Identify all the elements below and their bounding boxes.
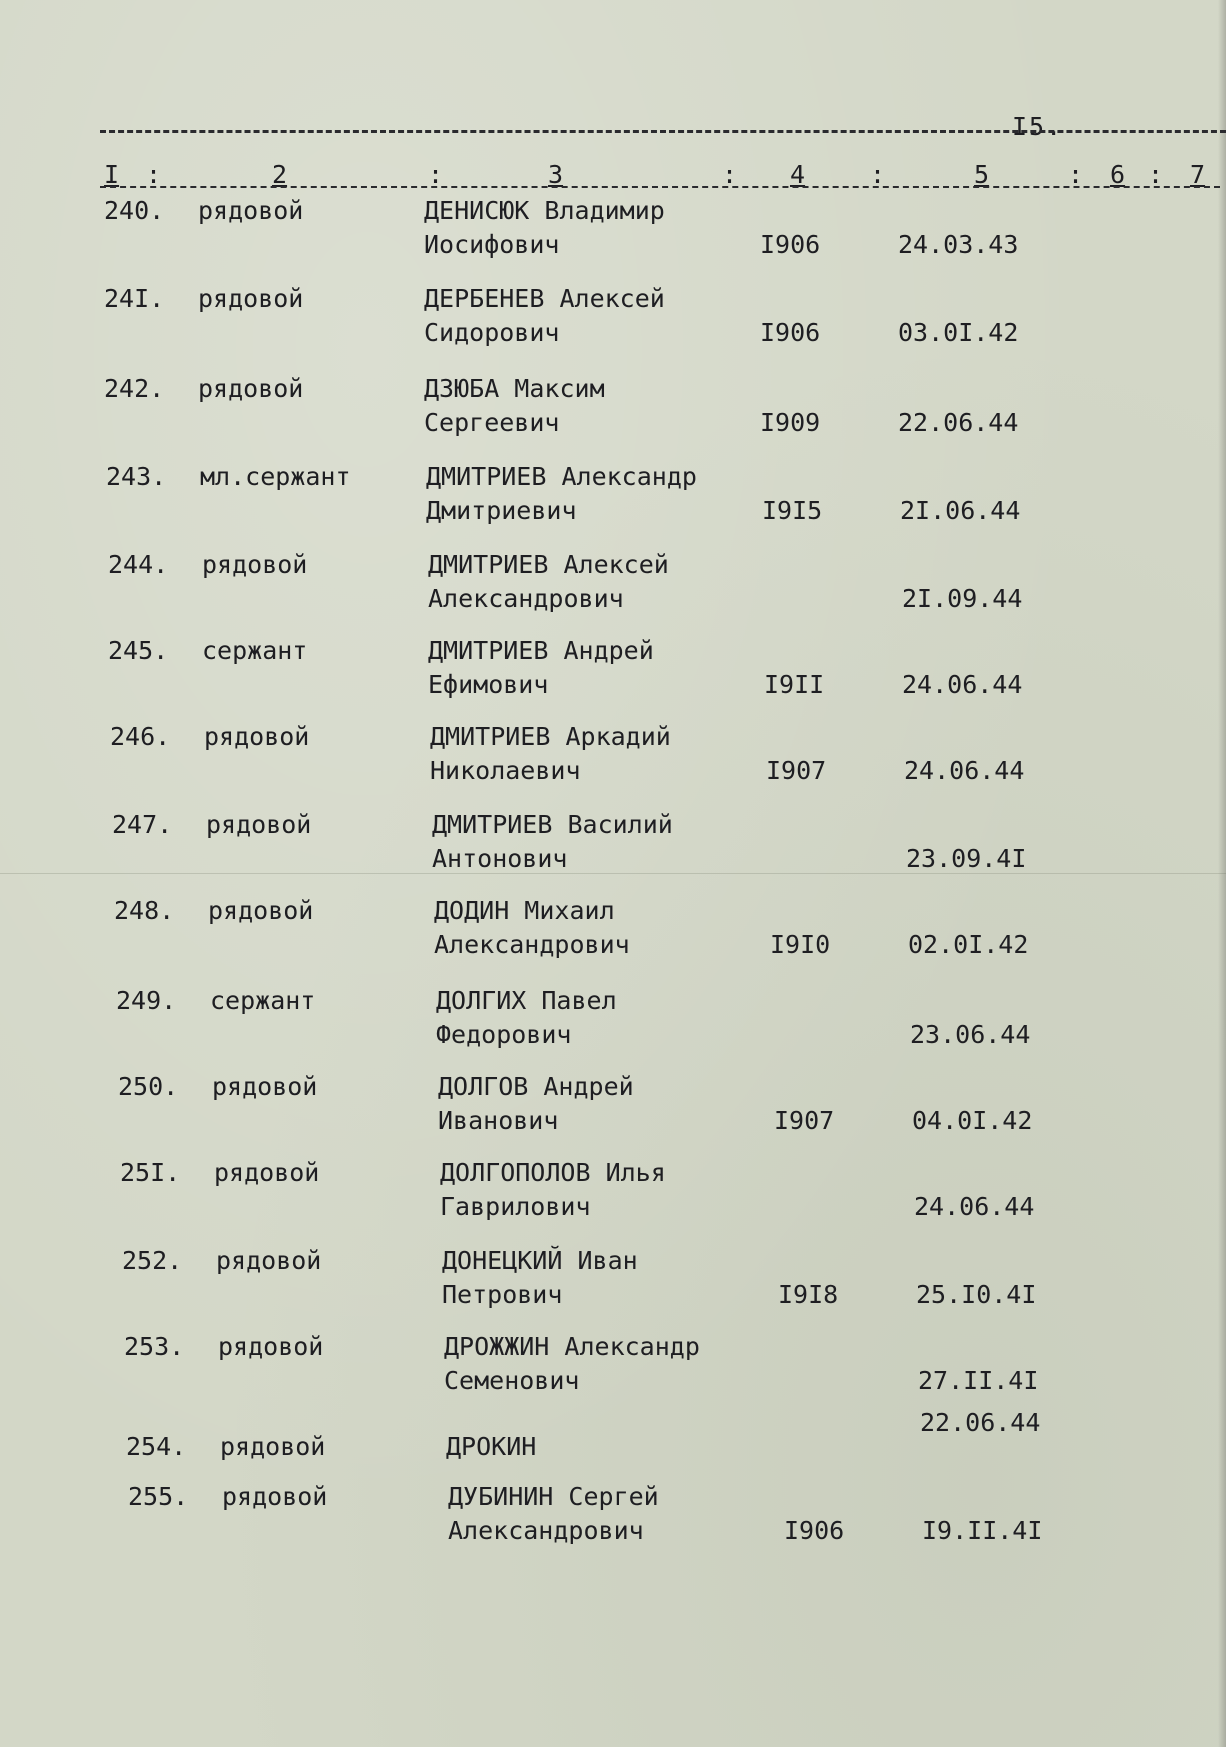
column-separator: : xyxy=(1068,160,1084,189)
column-header-2: 2 xyxy=(272,160,288,189)
record-number: 252. xyxy=(122,1246,183,1275)
birth-year: I907 xyxy=(766,756,827,785)
surname-and-name: ДОЛГИХ Павел xyxy=(436,986,617,1015)
rank: рядовой xyxy=(198,196,304,225)
rank: рядовой xyxy=(204,722,310,751)
record-number: 246. xyxy=(110,722,171,751)
list-item xyxy=(14,1072,1226,1152)
date: 24.03.43 xyxy=(898,230,1019,259)
surname-and-name: ДМИТРИЕВ Василий xyxy=(432,810,673,839)
record-number: 247. xyxy=(112,810,173,839)
birth-year: I906 xyxy=(784,1516,845,1545)
surname-and-name: ДЕНИСЮК Владимир xyxy=(424,196,665,225)
column-separator: : xyxy=(428,160,444,189)
date: I9.II.4I xyxy=(922,1516,1043,1545)
rank: рядовой xyxy=(212,1072,318,1101)
record-number: 24I. xyxy=(104,284,165,313)
patronymic: Гаврилович xyxy=(440,1192,591,1221)
date: 04.0I.42 xyxy=(912,1106,1033,1135)
patronymic: Александрович xyxy=(428,584,624,613)
patronymic: Дмитриевич xyxy=(426,496,577,525)
rank: мл.сержант xyxy=(200,462,351,491)
list-item xyxy=(18,1246,1226,1326)
birth-year: I906 xyxy=(760,318,821,347)
page-number: I5. xyxy=(1012,112,1064,141)
birth-year: I9I5 xyxy=(762,496,823,525)
record-number: 249. xyxy=(116,986,177,1015)
column-header-3: 3 xyxy=(548,160,564,189)
list-item xyxy=(24,1482,1226,1562)
date: 03.0I.42 xyxy=(898,318,1019,347)
surname-and-name: ДМИТРИЕВ Александр xyxy=(426,462,697,491)
date: 2I.06.44 xyxy=(900,496,1021,525)
list-item xyxy=(8,810,1226,890)
birth-year: I909 xyxy=(760,408,821,437)
surname-and-name: ДРОЖЖИН Александр xyxy=(444,1332,700,1361)
birth-year: I907 xyxy=(774,1106,835,1135)
surname-and-name: ДМИТРИЕВ Аркадий xyxy=(430,722,671,751)
patronymic: Сергеевич xyxy=(424,408,560,437)
patronymic: Александрович xyxy=(448,1516,644,1545)
date: 23.09.4I xyxy=(906,844,1027,873)
surname-and-name: ДОНЕЦКИЙ Иван xyxy=(442,1246,638,1275)
patronymic: Сидорович xyxy=(424,318,560,347)
column-separator: : xyxy=(722,160,738,189)
surname-and-name: ДМИТРИЕВ Алексей xyxy=(428,550,669,579)
list-item xyxy=(10,896,1226,976)
date: 24.06.44 xyxy=(902,670,1023,699)
birth-year: I9I8 xyxy=(778,1280,839,1309)
list-item xyxy=(0,374,1226,454)
surname-and-name: ДОДИН Михаил xyxy=(434,896,615,925)
date: 24.06.44 xyxy=(914,1192,1035,1221)
record-number: 245. xyxy=(108,636,169,665)
rank: сержант xyxy=(210,986,316,1015)
header-dashed-rule xyxy=(100,186,1220,188)
list-item xyxy=(16,1158,1226,1238)
list-item xyxy=(4,636,1226,716)
record-number: 242. xyxy=(104,374,165,403)
surname-and-name: ДРОКИН xyxy=(446,1432,537,1461)
date: 23.06.44 xyxy=(910,1020,1031,1049)
top-dashed-rule xyxy=(100,130,1226,133)
list-item xyxy=(12,986,1226,1066)
rank: рядовой xyxy=(222,1482,328,1511)
rank: сержант xyxy=(202,636,308,665)
surname-and-name: ДОЛГОПОЛОВ Илья xyxy=(440,1158,666,1187)
rank: рядовой xyxy=(202,550,308,579)
rank: рядовой xyxy=(220,1432,326,1461)
date: 24.06.44 xyxy=(904,756,1025,785)
column-header-1: I xyxy=(104,160,120,189)
birth-year: I9I0 xyxy=(770,930,831,959)
patronymic: Семенович xyxy=(444,1366,580,1395)
list-item xyxy=(20,1332,1226,1412)
record-number: 248. xyxy=(114,896,175,925)
record-number: 240. xyxy=(104,196,165,225)
birth-year: I906 xyxy=(760,230,821,259)
column-header-4: 4 xyxy=(790,160,806,189)
record-number: 254. xyxy=(126,1432,187,1461)
date: 22.06.44 xyxy=(920,1408,1041,1437)
record-number: 243. xyxy=(106,462,167,491)
column-header-5: 5 xyxy=(974,160,990,189)
record-number: 244. xyxy=(108,550,169,579)
rank: рядовой xyxy=(214,1158,320,1187)
list-item xyxy=(2,462,1226,542)
date: 22.06.44 xyxy=(898,408,1019,437)
patronymic: Николаевич xyxy=(430,756,581,785)
list-item xyxy=(4,550,1226,630)
rank: рядовой xyxy=(216,1246,322,1275)
patronymic: Ефимович xyxy=(428,670,549,699)
surname-and-name: ДЕРБЕНЕВ Алексей xyxy=(424,284,665,313)
list-item xyxy=(0,196,1226,276)
patronymic: Иванович xyxy=(438,1106,559,1135)
record-number: 250. xyxy=(118,1072,179,1101)
rank: рядовой xyxy=(206,810,312,839)
surname-and-name: ДОЛГОВ Андрей xyxy=(438,1072,634,1101)
surname-and-name: ДМИТРИЕВ Андрей xyxy=(428,636,654,665)
column-separator: : xyxy=(1148,160,1164,189)
column-header-7: 7 xyxy=(1190,160,1206,189)
patronymic: Иосифович xyxy=(424,230,560,259)
rank: рядовой xyxy=(208,896,314,925)
surname-and-name: ДУБИНИН Сергей xyxy=(448,1482,659,1511)
patronymic: Антонович xyxy=(432,844,568,873)
patronymic: Петрович xyxy=(442,1280,563,1309)
list-item xyxy=(0,284,1226,364)
date: 25.I0.4I xyxy=(916,1280,1037,1309)
date: 2I.09.44 xyxy=(902,584,1023,613)
birth-year: I9II xyxy=(764,670,825,699)
list-item xyxy=(6,722,1226,802)
patronymic: Александрович xyxy=(434,930,630,959)
date: 27.II.4I xyxy=(918,1366,1039,1395)
column-separator: : xyxy=(146,160,162,189)
column-separator: : xyxy=(870,160,886,189)
surname-and-name: ДЗЮБА Максим xyxy=(424,374,605,403)
date: 02.0I.42 xyxy=(908,930,1029,959)
patronymic: Федорович xyxy=(436,1020,572,1049)
rank: рядовой xyxy=(218,1332,324,1361)
column-header-6: 6 xyxy=(1110,160,1126,189)
record-number: 253. xyxy=(124,1332,185,1361)
record-number: 255. xyxy=(128,1482,189,1511)
rank: рядовой xyxy=(198,284,304,313)
record-number: 25I. xyxy=(120,1158,181,1187)
rank: рядовой xyxy=(198,374,304,403)
